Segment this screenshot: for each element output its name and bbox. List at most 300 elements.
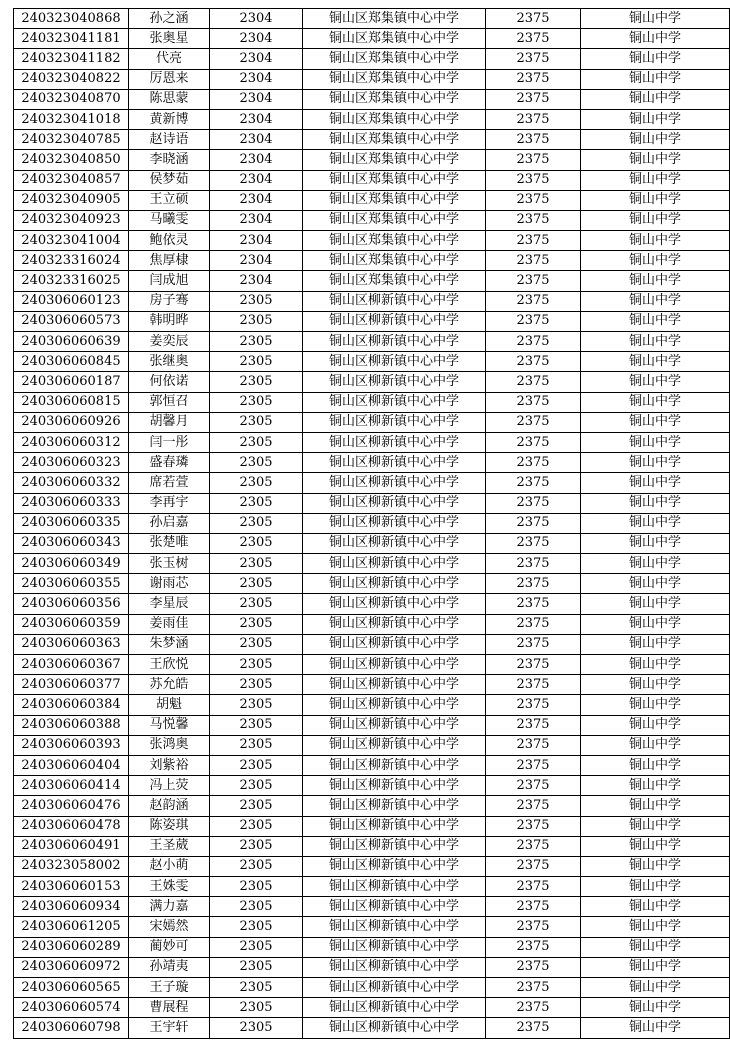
student-name-cell: 胡魁 [129, 695, 210, 715]
table-row [14, 432, 730, 452]
school-code-cell: 2305 [210, 978, 303, 998]
school-name-cell: 铜山区郑集镇中心中学 [303, 251, 486, 271]
student-id-cell: 240306060323 [14, 453, 129, 473]
student-id-cell: 240323040850 [14, 150, 129, 170]
table-row [14, 755, 730, 775]
student-name-cell: 厉恩来 [129, 69, 210, 89]
admit-code-cell: 2375 [486, 533, 581, 553]
student-id-cell: 240306060356 [14, 594, 129, 614]
admit-school-cell: 铜山中学 [581, 89, 730, 109]
student-name-cell: 朱梦涵 [129, 634, 210, 654]
student-name-cell: 孙靖夷 [129, 957, 210, 977]
school-code-cell: 2305 [210, 614, 303, 634]
student-id-cell: 240306060414 [14, 776, 129, 796]
table-row [14, 796, 730, 816]
student-name-cell: 赵小萌 [129, 856, 210, 876]
school-code-cell: 2305 [210, 755, 303, 775]
school-code-cell: 2305 [210, 533, 303, 553]
school-name-cell: 铜山区柳新镇中心中学 [303, 574, 486, 594]
school-name-cell: 铜山区柳新镇中心中学 [303, 978, 486, 998]
student-id-cell: 240323058002 [14, 856, 129, 876]
student-name-cell: 冯上荧 [129, 776, 210, 796]
student-id-cell: 240306060343 [14, 533, 129, 553]
table-row [14, 372, 730, 392]
school-code-cell: 2304 [210, 89, 303, 109]
table-row [14, 49, 730, 69]
student-name-cell: 蔺妙可 [129, 937, 210, 957]
school-name-cell: 铜山区郑集镇中心中学 [303, 49, 486, 69]
admit-code-cell: 2375 [486, 957, 581, 977]
school-name-cell: 铜山区柳新镇中心中学 [303, 796, 486, 816]
student-id-cell: 240306060332 [14, 473, 129, 493]
student-id-cell: 240306060377 [14, 675, 129, 695]
student-id-cell: 240323040857 [14, 170, 129, 190]
admit-school-cell: 铜山中学 [581, 917, 730, 937]
school-code-cell: 2304 [210, 130, 303, 150]
student-name-cell: 姜奕辰 [129, 332, 210, 352]
admit-school-cell: 铜山中学 [581, 332, 730, 352]
student-name-cell: 张继奥 [129, 352, 210, 372]
admit-school-cell: 铜山中学 [581, 937, 730, 957]
school-name-cell: 铜山区郑集镇中心中学 [303, 130, 486, 150]
school-code-cell: 2305 [210, 352, 303, 372]
table-row [14, 594, 730, 614]
table-row [14, 634, 730, 654]
student-id-cell: 240306060123 [14, 291, 129, 311]
student-name-cell: 赵韵涵 [129, 796, 210, 816]
admit-code-cell: 2375 [486, 998, 581, 1018]
student-id-cell: 240306060476 [14, 796, 129, 816]
admit-school-cell: 铜山中学 [581, 1018, 730, 1038]
admit-school-cell: 铜山中学 [581, 291, 730, 311]
school-code-cell: 2304 [210, 29, 303, 49]
school-code-cell: 2304 [210, 9, 303, 29]
admit-code-cell: 2375 [486, 836, 581, 856]
table-row [14, 473, 730, 493]
table-row [14, 210, 730, 230]
table-row [14, 513, 730, 533]
admit-code-cell: 2375 [486, 796, 581, 816]
school-code-cell: 2305 [210, 453, 303, 473]
admit-school-cell: 铜山中学 [581, 109, 730, 129]
admit-school-cell: 铜山中学 [581, 533, 730, 553]
student-name-cell: 孙启嘉 [129, 513, 210, 533]
admit-school-cell: 铜山中学 [581, 392, 730, 412]
student-name-cell: 席若萱 [129, 473, 210, 493]
admit-code-cell: 2375 [486, 29, 581, 49]
admit-code-cell: 2375 [486, 614, 581, 634]
school-code-cell: 2305 [210, 291, 303, 311]
school-name-cell: 铜山区郑集镇中心中学 [303, 190, 486, 210]
table-row [14, 554, 730, 574]
student-id-cell: 240323040785 [14, 130, 129, 150]
table-row [14, 776, 730, 796]
student-name-cell: 马悦馨 [129, 715, 210, 735]
school-code-cell: 2304 [210, 109, 303, 129]
student-name-cell: 胡馨月 [129, 412, 210, 432]
admit-code-cell: 2375 [486, 574, 581, 594]
admit-school-cell: 铜山中学 [581, 856, 730, 876]
school-name-cell: 铜山区柳新镇中心中学 [303, 755, 486, 775]
student-id-cell: 240306060972 [14, 957, 129, 977]
table-row [14, 493, 730, 513]
school-name-cell: 铜山区柳新镇中心中学 [303, 412, 486, 432]
school-name-cell: 铜山区柳新镇中心中学 [303, 311, 486, 331]
table-row [14, 856, 730, 876]
school-name-cell: 铜山区柳新镇中心中学 [303, 655, 486, 675]
school-code-cell: 2304 [210, 170, 303, 190]
school-code-cell: 2305 [210, 432, 303, 452]
admit-school-cell: 铜山中学 [581, 978, 730, 998]
admit-school-cell: 铜山中学 [581, 251, 730, 271]
admit-school-cell: 铜山中学 [581, 130, 730, 150]
student-name-cell: 赵诗语 [129, 130, 210, 150]
table-row [14, 29, 730, 49]
table-row [14, 251, 730, 271]
student-id-cell: 240306060367 [14, 655, 129, 675]
table-row [14, 1018, 730, 1038]
table-row [14, 412, 730, 432]
table-row [14, 816, 730, 836]
school-code-cell: 2305 [210, 412, 303, 432]
table-row [14, 655, 730, 675]
table-row [14, 978, 730, 998]
school-name-cell: 铜山区柳新镇中心中学 [303, 937, 486, 957]
school-code-cell: 2305 [210, 473, 303, 493]
school-code-cell: 2305 [210, 937, 303, 957]
student-name-cell: 王姝雯 [129, 877, 210, 897]
school-code-cell: 2304 [210, 231, 303, 251]
admit-code-cell: 2375 [486, 69, 581, 89]
student-name-cell: 郭恒召 [129, 392, 210, 412]
admit-school-cell: 铜山中学 [581, 655, 730, 675]
table-row [14, 998, 730, 1018]
school-name-cell: 铜山区郑集镇中心中学 [303, 210, 486, 230]
school-code-cell: 2305 [210, 493, 303, 513]
admit-school-cell: 铜山中学 [581, 352, 730, 372]
admit-school-cell: 铜山中学 [581, 877, 730, 897]
student-id-cell: 240306060153 [14, 877, 129, 897]
admit-school-cell: 铜山中学 [581, 473, 730, 493]
student-id-cell: 240306060363 [14, 634, 129, 654]
student-id-cell: 240306060359 [14, 614, 129, 634]
student-name-cell: 韩明晔 [129, 311, 210, 331]
table-row [14, 190, 730, 210]
school-code-cell: 2305 [210, 513, 303, 533]
school-code-cell: 2305 [210, 695, 303, 715]
table-row [14, 937, 730, 957]
school-code-cell: 2304 [210, 69, 303, 89]
school-name-cell: 铜山区柳新镇中心中学 [303, 352, 486, 372]
school-name-cell: 铜山区柳新镇中心中学 [303, 473, 486, 493]
admit-school-cell: 铜山中学 [581, 372, 730, 392]
school-code-cell: 2304 [210, 49, 303, 69]
table-row [14, 352, 730, 372]
school-name-cell: 铜山区柳新镇中心中学 [303, 634, 486, 654]
school-name-cell: 铜山区柳新镇中心中学 [303, 372, 486, 392]
admit-code-cell: 2375 [486, 49, 581, 69]
admit-school-cell: 铜山中学 [581, 9, 730, 29]
admit-code-cell: 2375 [486, 231, 581, 251]
school-code-cell: 2305 [210, 574, 303, 594]
student-id-cell: 240306060355 [14, 574, 129, 594]
admit-code-cell: 2375 [486, 392, 581, 412]
school-code-cell: 2305 [210, 917, 303, 937]
table-row [14, 877, 730, 897]
admit-school-cell: 铜山中学 [581, 150, 730, 170]
student-name-cell: 陈姿琪 [129, 816, 210, 836]
student-id-cell: 240306060404 [14, 755, 129, 775]
table-row [14, 9, 730, 29]
school-code-cell: 2305 [210, 655, 303, 675]
school-code-cell: 2305 [210, 715, 303, 735]
admit-school-cell: 铜山中学 [581, 453, 730, 473]
school-name-cell: 铜山区柳新镇中心中学 [303, 897, 486, 917]
student-id-cell: 240306060845 [14, 352, 129, 372]
student-id-cell: 240306060565 [14, 978, 129, 998]
student-name-cell: 张玉树 [129, 554, 210, 574]
student-id-cell: 240306060491 [14, 836, 129, 856]
student-name-cell: 闫一彤 [129, 432, 210, 452]
admit-code-cell: 2375 [486, 150, 581, 170]
admit-code-cell: 2375 [486, 978, 581, 998]
admit-school-cell: 铜山中学 [581, 594, 730, 614]
admit-school-cell: 铜山中学 [581, 170, 730, 190]
student-name-cell: 鲍依灵 [129, 231, 210, 251]
student-name-cell: 侯梦茹 [129, 170, 210, 190]
admit-code-cell: 2375 [486, 210, 581, 230]
school-name-cell: 铜山区郑集镇中心中学 [303, 231, 486, 251]
school-code-cell: 2305 [210, 836, 303, 856]
admit-school-cell: 铜山中学 [581, 554, 730, 574]
student-name-cell: 马曦雯 [129, 210, 210, 230]
table-row [14, 957, 730, 977]
student-id-cell: 240306060289 [14, 937, 129, 957]
admit-code-cell: 2375 [486, 412, 581, 432]
school-code-cell: 2304 [210, 271, 303, 291]
student-id-cell: 240323316024 [14, 251, 129, 271]
admit-code-cell: 2375 [486, 937, 581, 957]
school-name-cell: 铜山区郑集镇中心中学 [303, 29, 486, 49]
school-name-cell: 铜山区柳新镇中心中学 [303, 957, 486, 977]
table-row [14, 271, 730, 291]
student-name-cell: 王子璇 [129, 978, 210, 998]
admit-code-cell: 2375 [486, 675, 581, 695]
table-row [14, 453, 730, 473]
admit-school-cell: 铜山中学 [581, 69, 730, 89]
school-name-cell: 铜山区柳新镇中心中学 [303, 332, 486, 352]
admit-school-cell: 铜山中学 [581, 796, 730, 816]
student-name-cell: 曹展程 [129, 998, 210, 1018]
student-name-cell: 焦厚棣 [129, 251, 210, 271]
table-row [14, 311, 730, 331]
student-name-cell: 王宇轩 [129, 1018, 210, 1038]
school-name-cell: 铜山区柳新镇中心中学 [303, 533, 486, 553]
school-code-cell: 2305 [210, 957, 303, 977]
school-code-cell: 2305 [210, 877, 303, 897]
table-row [14, 695, 730, 715]
student-name-cell: 房子骞 [129, 291, 210, 311]
school-name-cell: 铜山区柳新镇中心中学 [303, 554, 486, 574]
school-name-cell: 铜山区郑集镇中心中学 [303, 271, 486, 291]
admit-school-cell: 铜山中学 [581, 49, 730, 69]
student-id-cell: 240306061205 [14, 917, 129, 937]
admit-school-cell: 铜山中学 [581, 311, 730, 331]
admit-school-cell: 铜山中学 [581, 675, 730, 695]
admit-school-cell: 铜山中学 [581, 897, 730, 917]
student-name-cell: 闫成旭 [129, 271, 210, 291]
table-row [14, 735, 730, 755]
admit-school-cell: 铜山中学 [581, 715, 730, 735]
student-name-cell: 李星辰 [129, 594, 210, 614]
student-name-cell: 姜雨佳 [129, 614, 210, 634]
school-name-cell: 铜山区柳新镇中心中学 [303, 392, 486, 412]
admit-code-cell: 2375 [486, 634, 581, 654]
school-code-cell: 2305 [210, 634, 303, 654]
student-name-cell: 苏允皓 [129, 675, 210, 695]
student-id-cell: 240323041004 [14, 231, 129, 251]
student-id-cell: 240306060333 [14, 493, 129, 513]
admit-code-cell: 2375 [486, 554, 581, 574]
admit-school-cell: 铜山中学 [581, 493, 730, 513]
school-name-cell: 铜山区柳新镇中心中学 [303, 432, 486, 452]
student-id-cell: 240306060573 [14, 311, 129, 331]
table-row [14, 614, 730, 634]
student-name-cell: 张奥星 [129, 29, 210, 49]
school-name-cell: 铜山区柳新镇中心中学 [303, 695, 486, 715]
school-name-cell: 铜山区郑集镇中心中学 [303, 150, 486, 170]
admit-school-cell: 铜山中学 [581, 614, 730, 634]
admit-code-cell: 2375 [486, 715, 581, 735]
school-code-cell: 2305 [210, 735, 303, 755]
admit-school-cell: 铜山中学 [581, 957, 730, 977]
school-code-cell: 2305 [210, 372, 303, 392]
admit-school-cell: 铜山中学 [581, 29, 730, 49]
admit-code-cell: 2375 [486, 493, 581, 513]
school-name-cell: 铜山区柳新镇中心中学 [303, 453, 486, 473]
school-code-cell: 2304 [210, 190, 303, 210]
admit-school-cell: 铜山中学 [581, 432, 730, 452]
table-row [14, 675, 730, 695]
table-row [14, 574, 730, 594]
school-name-cell: 铜山区柳新镇中心中学 [303, 675, 486, 695]
table-row [14, 150, 730, 170]
admit-code-cell: 2375 [486, 695, 581, 715]
student-id-cell: 240306060798 [14, 1018, 129, 1038]
school-name-cell: 铜山区柳新镇中心中学 [303, 776, 486, 796]
student-name-cell: 孙之涵 [129, 9, 210, 29]
admit-code-cell: 2375 [486, 291, 581, 311]
table-row [14, 291, 730, 311]
school-name-cell: 铜山区郑集镇中心中学 [303, 89, 486, 109]
student-id-cell: 240323041018 [14, 109, 129, 129]
school-name-cell: 铜山区柳新镇中心中学 [303, 816, 486, 836]
student-id-cell: 240306060388 [14, 715, 129, 735]
school-name-cell: 铜山区柳新镇中心中学 [303, 715, 486, 735]
admit-code-cell: 2375 [486, 776, 581, 796]
student-name-cell: 张楚唯 [129, 533, 210, 553]
school-code-cell: 2305 [210, 856, 303, 876]
school-code-cell: 2304 [210, 251, 303, 271]
student-id-cell: 240323041182 [14, 49, 129, 69]
school-name-cell: 铜山区柳新镇中心中学 [303, 493, 486, 513]
school-code-cell: 2304 [210, 150, 303, 170]
student-id-cell: 240306060926 [14, 412, 129, 432]
school-code-cell: 2305 [210, 594, 303, 614]
admit-code-cell: 2375 [486, 917, 581, 937]
admit-code-cell: 2375 [486, 109, 581, 129]
admit-code-cell: 2375 [486, 190, 581, 210]
student-id-cell: 240306060574 [14, 998, 129, 1018]
student-id-cell: 240306060187 [14, 372, 129, 392]
school-code-cell: 2305 [210, 998, 303, 1018]
school-name-cell: 铜山区郑集镇中心中学 [303, 9, 486, 29]
student-id-cell: 240306060815 [14, 392, 129, 412]
student-id-cell: 240306060393 [14, 735, 129, 755]
school-name-cell: 铜山区柳新镇中心中学 [303, 735, 486, 755]
admit-school-cell: 铜山中学 [581, 998, 730, 1018]
school-code-cell: 2305 [210, 311, 303, 331]
student-name-cell: 刘紫裕 [129, 755, 210, 775]
student-name-cell: 宋嫣然 [129, 917, 210, 937]
admit-school-cell: 铜山中学 [581, 836, 730, 856]
table-row [14, 109, 730, 129]
school-code-cell: 2305 [210, 675, 303, 695]
table-row [14, 836, 730, 856]
student-name-cell: 谢雨芯 [129, 574, 210, 594]
table-row [14, 392, 730, 412]
student-name-cell: 盛春璘 [129, 453, 210, 473]
school-name-cell: 铜山区柳新镇中心中学 [303, 856, 486, 876]
student-name-cell: 李晓涵 [129, 150, 210, 170]
student-name-cell: 王欣悦 [129, 655, 210, 675]
table-row [14, 533, 730, 553]
admit-school-cell: 铜山中学 [581, 816, 730, 836]
admit-code-cell: 2375 [486, 453, 581, 473]
school-name-cell: 铜山区柳新镇中心中学 [303, 917, 486, 937]
admit-code-cell: 2375 [486, 755, 581, 775]
student-id-cell: 240306060478 [14, 816, 129, 836]
admit-school-cell: 铜山中学 [581, 634, 730, 654]
table-body [14, 9, 730, 1039]
table-row [14, 130, 730, 150]
student-name-cell: 王立硕 [129, 190, 210, 210]
admit-code-cell: 2375 [486, 372, 581, 392]
student-id-cell: 240323040870 [14, 89, 129, 109]
student-id-cell: 240323041181 [14, 29, 129, 49]
table-row [14, 715, 730, 735]
admit-school-cell: 铜山中学 [581, 412, 730, 432]
admit-code-cell: 2375 [486, 130, 581, 150]
table-row [14, 917, 730, 937]
school-code-cell: 2305 [210, 776, 303, 796]
school-code-cell: 2305 [210, 796, 303, 816]
student-name-cell: 黄新博 [129, 109, 210, 129]
admit-code-cell: 2375 [486, 655, 581, 675]
student-id-cell: 240306060639 [14, 332, 129, 352]
admit-school-cell: 铜山中学 [581, 574, 730, 594]
school-name-cell: 铜山区柳新镇中心中学 [303, 291, 486, 311]
student-id-cell: 240306060349 [14, 554, 129, 574]
admit-code-cell: 2375 [486, 89, 581, 109]
school-name-cell: 铜山区柳新镇中心中学 [303, 877, 486, 897]
student-name-cell: 陈思蒙 [129, 89, 210, 109]
school-code-cell: 2305 [210, 897, 303, 917]
school-code-cell: 2305 [210, 554, 303, 574]
student-name-cell: 满力嘉 [129, 897, 210, 917]
school-name-cell: 铜山区郑集镇中心中学 [303, 170, 486, 190]
student-id-cell: 240306060934 [14, 897, 129, 917]
